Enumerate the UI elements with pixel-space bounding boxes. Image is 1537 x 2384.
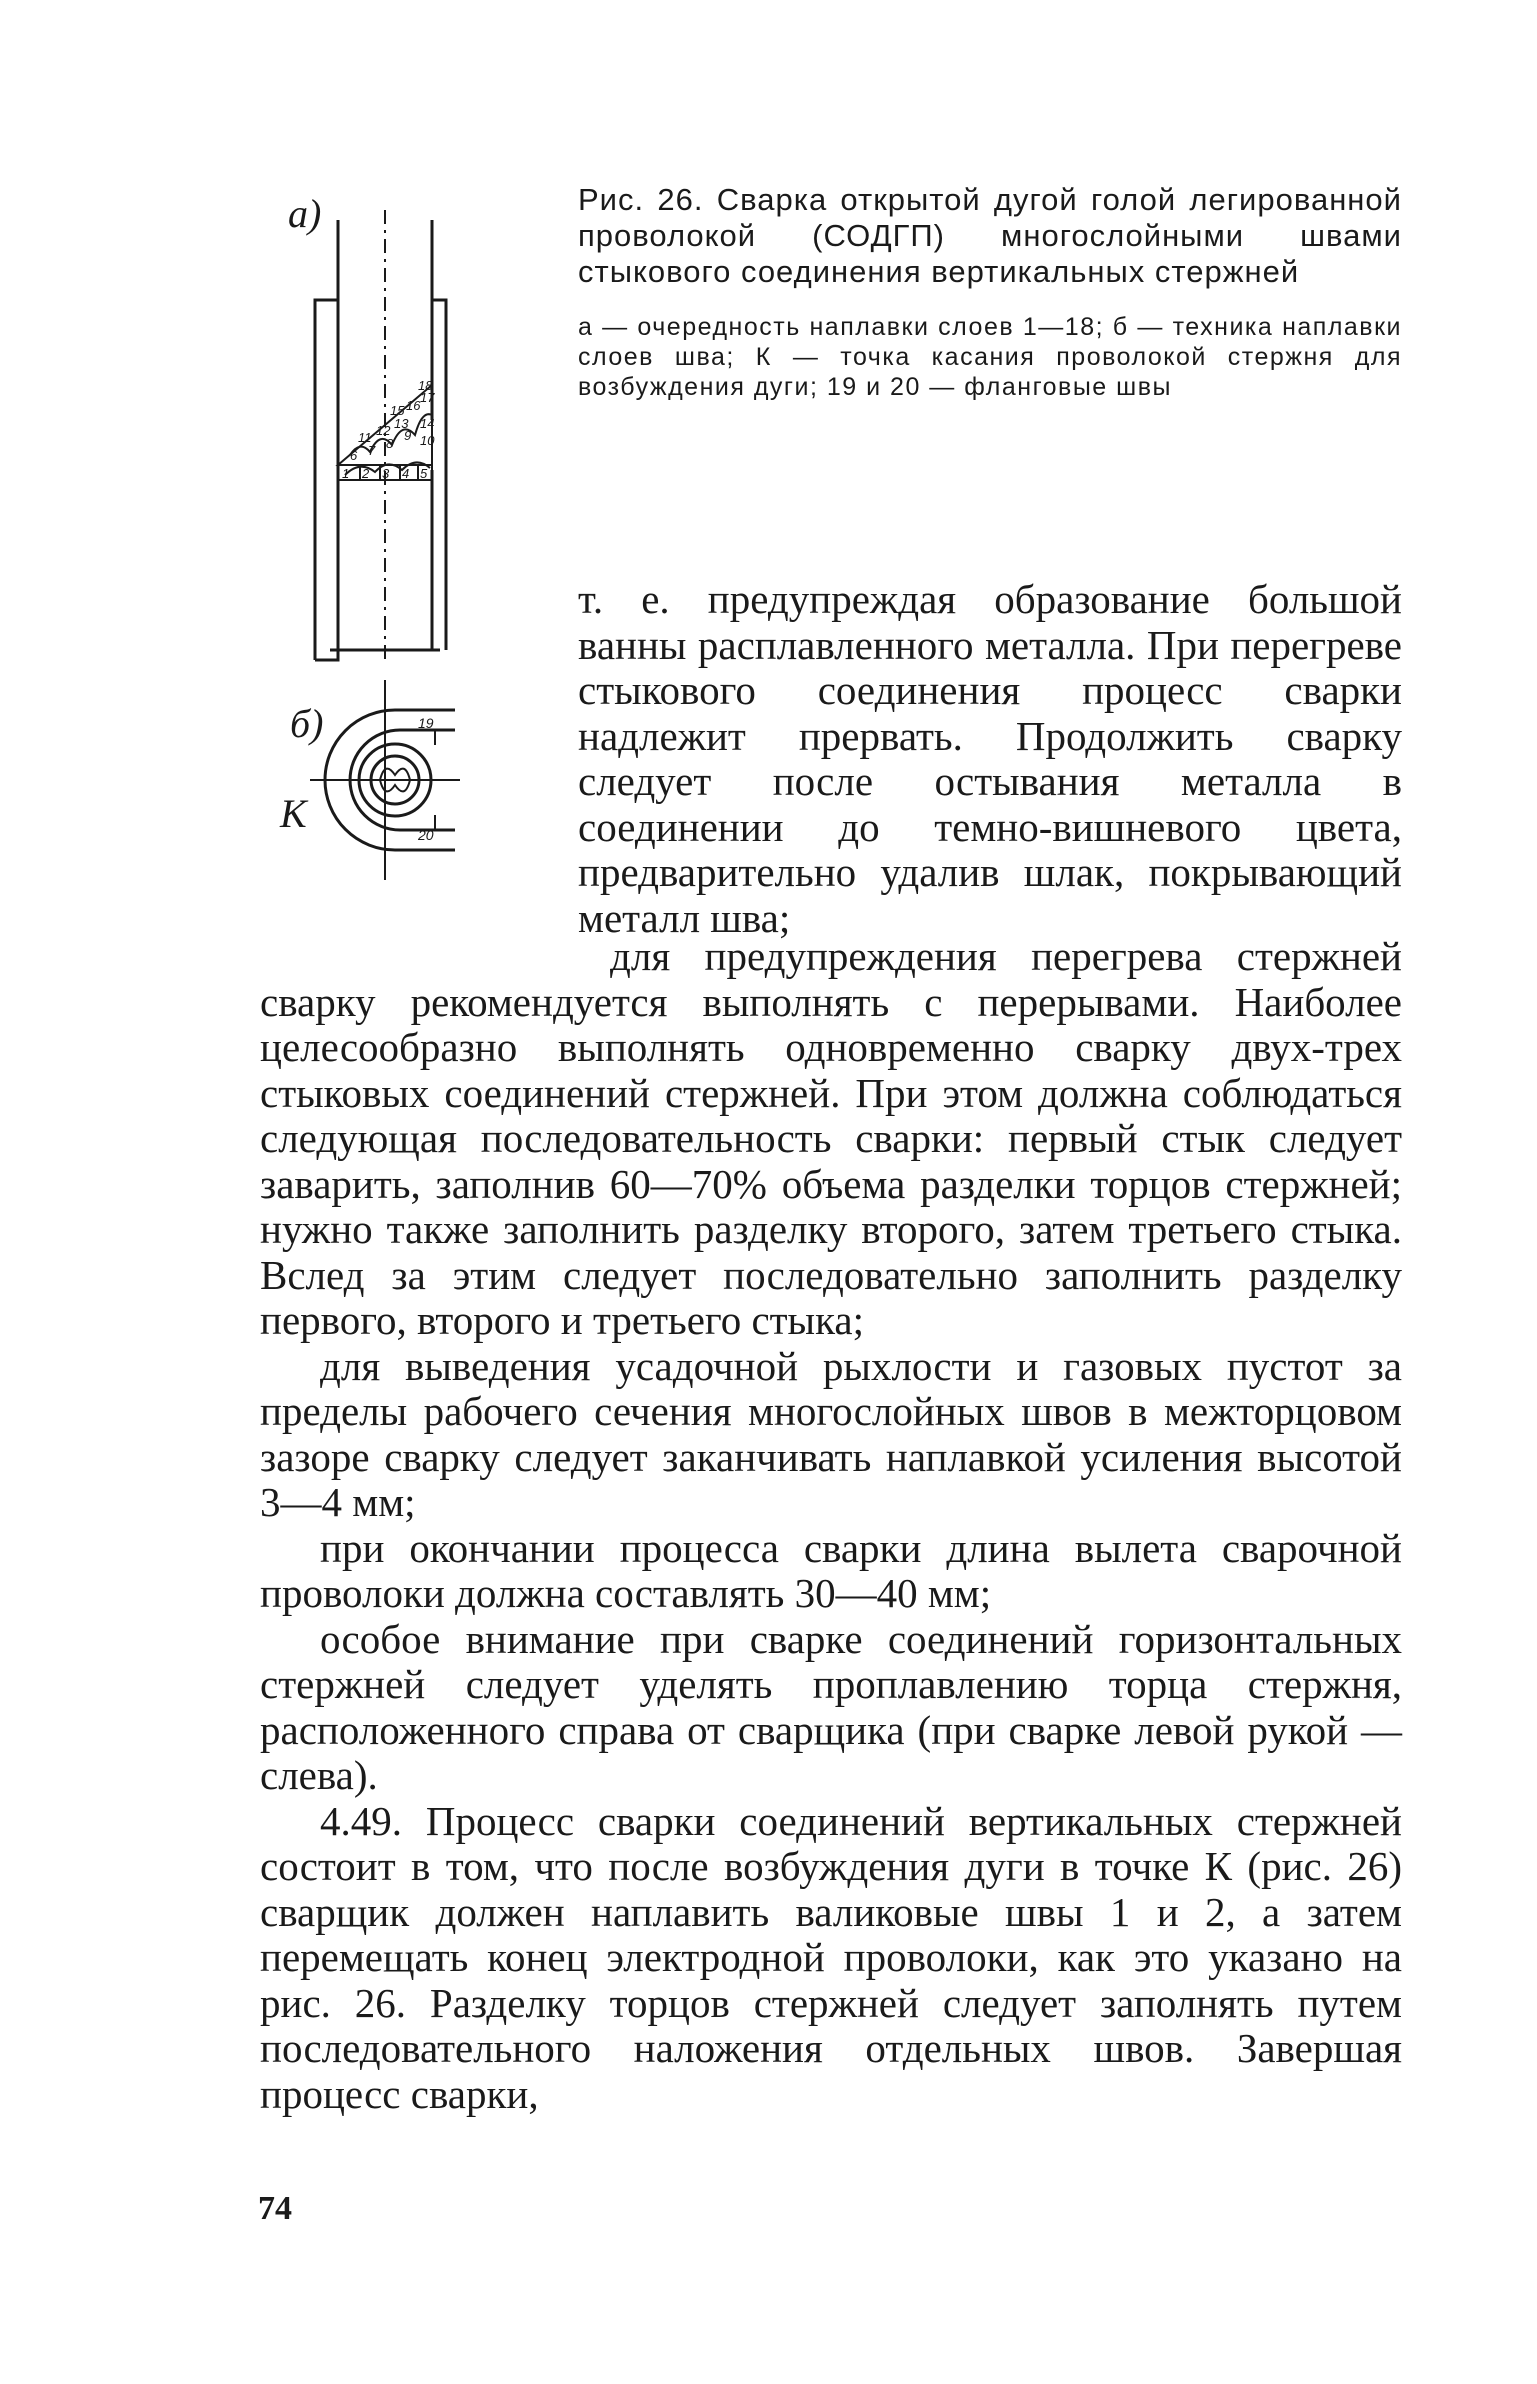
svg-text:11: 11 <box>358 430 372 445</box>
paragraph: для выведения усадочной рыхлости и газовых пустот за пределы рабочего сечения многослойных швов в межторцовом зазоре сварку следует заканчивать наплавкой усиления высотой 3—4 мм; <box>260 1342 1402 1525</box>
figure-26 <box>270 190 490 890</box>
svg-text:6: 6 <box>350 448 358 463</box>
svg-text:13: 13 <box>394 416 409 431</box>
paragraph: особое внимание при сварке соединений горизонтальных стержней следует уделять проплавлению торца стержня, расположенного справа от сварщика (при сварке левой рукой — слева). <box>260 1615 1402 1798</box>
paragraph: для предупреждения перегрева стержней сварку рекомендуется выполнять с перерывами. Наиболее целесообразно выполнять одновременно сварку двух-трех стыковых соединений стержней. При этом должна соблюдаться следующая последовательность сварки: первый стык следует заварить, заполнив 60—70% объема разделки торцов стержней; нужно также заполнить разделку второго, затем третьего стыка. Вслед за этим следует последовательно заполнить разделку первого, второго и третьего стыка; <box>260 933 1402 1343</box>
svg-text:8: 8 <box>386 436 394 451</box>
text-column-wide <box>260 934 1402 2117</box>
svg-text:2: 2 <box>362 466 370 481</box>
svg-text:16: 16 <box>406 398 421 413</box>
figure-label-b: б) <box>290 701 324 746</box>
svg-text:20: 20 <box>418 827 434 843</box>
svg-text:10: 10 <box>420 433 435 448</box>
figure-label-k: К <box>280 791 307 836</box>
svg-text:18: 18 <box>418 378 433 393</box>
figure-caption <box>578 182 1402 402</box>
svg-text:17: 17 <box>420 390 435 405</box>
text-column-narrow <box>578 577 1402 941</box>
svg-text:12: 12 <box>376 423 391 438</box>
weld-diagram <box>270 190 490 890</box>
svg-text:7: 7 <box>368 443 376 458</box>
svg-text:3: 3 <box>382 466 390 481</box>
svg-text:9: 9 <box>404 428 412 443</box>
svg-text:19: 19 <box>418 715 434 731</box>
paragraph: т. е. предупреждая образование большой ванны расплавленного металла. При перегреве стыкового соединения процесс сварки надлежит прервать. Продолжить сварку следует после остывания металла в соединении до темно-вишневого цвета, предварительно удалив шлак, покрывающий металл шва; <box>578 576 1402 941</box>
svg-text:4: 4 <box>402 466 410 481</box>
paragraph: 4.49. Процесс сварки соединений вертикальных стержней состоит в том, что после возбуждения дуги в точке К (рис. 26) сварщик должен наплавить валиковые швы 1 и 2, а затем перемещать конец электродной проволоки, как это указано на рис. 26. Разделку торцов стержней следует заполнять путем последовательного наложения отдельных швов. Завершая процесс сварки, <box>260 1797 1402 2117</box>
paragraph: при окончании процесса сварки длина вылета сварочной проволоки должна составлять 30—40 мм; <box>260 1524 1402 1616</box>
svg-text:15: 15 <box>390 403 405 418</box>
caption-legend: а — очередность наплавки слоев 1—18; б — техника наплавки слоев шва; К — точка касания проволокой стержня для возбуждения дуги; 19 и 20 — фланговые швы <box>578 313 1402 401</box>
page-number: 74 <box>258 2190 292 2227</box>
svg-text:5: 5 <box>420 466 428 481</box>
figure-label-a: а) <box>288 191 322 236</box>
svg-text:1: 1 <box>342 466 350 481</box>
caption-title: Рис. 26. Сварка открытой дугой голой легированной проволокой (СОДГП) многослойными швами стыкового соединения вертикальных стержней <box>578 182 1402 289</box>
svg-text:14: 14 <box>420 416 435 431</box>
plan-view-drawing <box>310 680 460 880</box>
